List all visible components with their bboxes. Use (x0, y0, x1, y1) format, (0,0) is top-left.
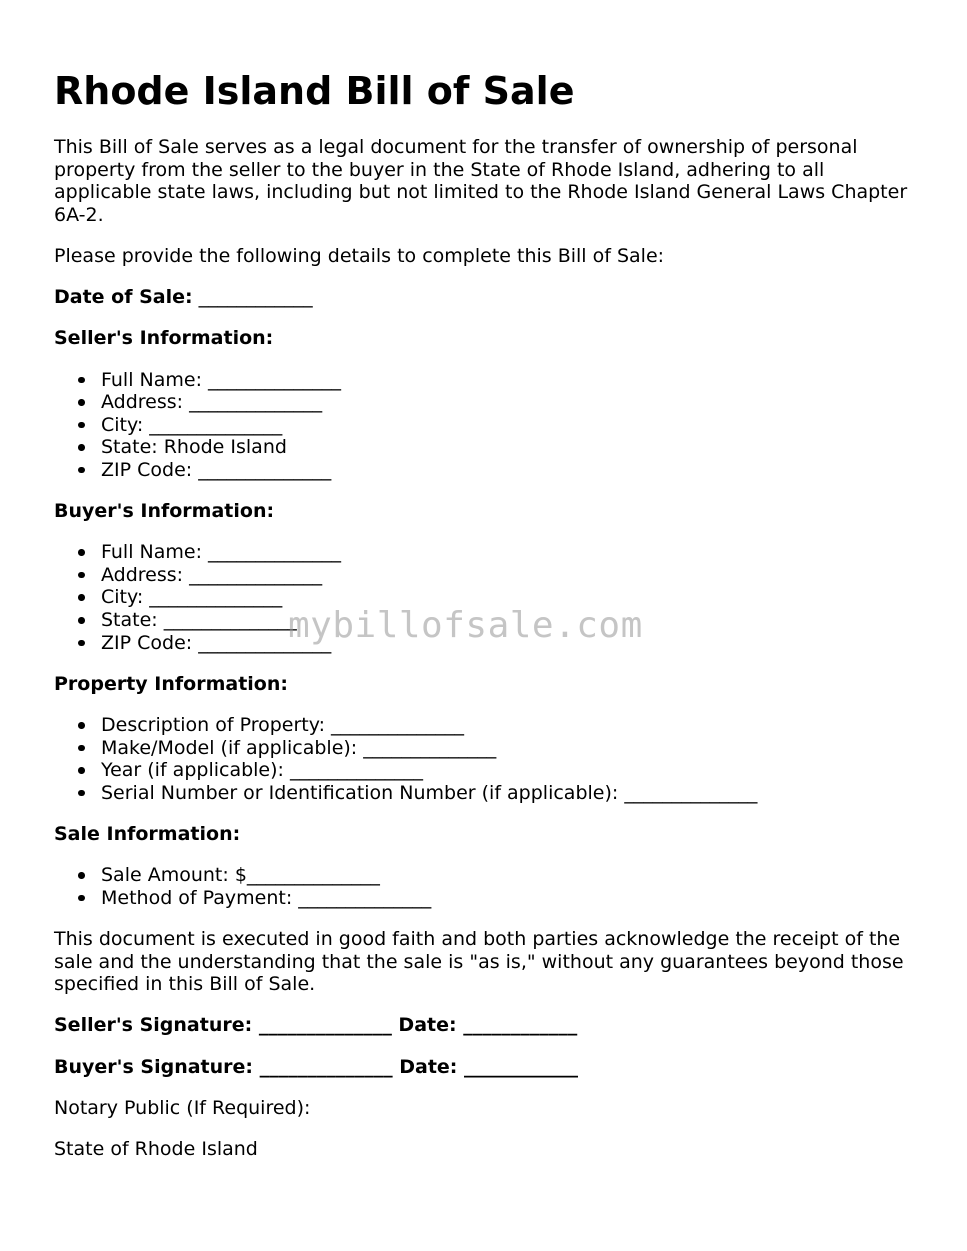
property-make-model: Make/Model (if applicable): ______________ (101, 737, 914, 760)
buyer-signature-line: Buyer's Signature: ______________ Date: ____________ (54, 1055, 579, 1078)
notary-label: Notary Public (If Required): (54, 1096, 311, 1119)
instruction-text: Please provide the following details to complete this Bill of Sale: (54, 244, 665, 267)
intro-paragraph: This Bill of Sale serves as a legal document for the transfer of ownership of personal property from the seller to the buyer in the State of Rhode Island, adhering to all applicable state laws, including but not limited to the Rhode Island General Laws Chapter 6A-2. (54, 136, 908, 226)
sale-list (54, 864, 914, 909)
acknowledgement-paragraph: This document is executed in good faith and both parties acknowledge the receipt of the sale and the understanding that the sale is "as is," without any guarantees beyond those specified in this Bill of Sale. (54, 927, 904, 996)
seller-list (54, 369, 914, 482)
date-of-sale-line (54, 286, 914, 309)
seller-city: City: ______________ (101, 414, 914, 437)
property-heading: Property Information: (54, 672, 288, 695)
page-title: Rhode Island Bill of Sale (54, 69, 575, 113)
sale-payment-method: Method of Payment: ______________ (101, 887, 914, 910)
property-list (54, 714, 914, 804)
date-of-sale-label: Date of Sale: (54, 286, 193, 309)
watermark-text: mybillofsale.com (288, 605, 643, 646)
property-year: Year (if applicable): ______________ (101, 759, 914, 782)
seller-zip: ZIP Code: ______________ (101, 459, 914, 482)
sale-heading: Sale Information: (54, 823, 241, 845)
seller-signature-line: Seller's Signature: ______________ Date: ____________ (54, 1014, 578, 1037)
buyer-full-name: Full Name: ______________ (101, 541, 914, 564)
seller-full-name: Full Name: ______________ (101, 369, 914, 392)
buyer-state: State: ______________ (101, 609, 914, 632)
buyer-zip: ZIP Code: ______________ (101, 632, 914, 655)
seller-address: Address: ______________ (101, 391, 914, 414)
buyer-city: City: ______________ (101, 586, 914, 609)
property-description: Description of Property: ______________ (101, 714, 914, 737)
date-of-sale-blank: ____________ (198, 286, 313, 309)
sale-amount: Sale Amount: $______________ (101, 864, 914, 887)
property-serial-number: Serial Number or Identification Number (if applicable): ______________ (101, 782, 914, 805)
state-line: State of Rhode Island (54, 1137, 258, 1160)
buyer-address: Address: ______________ (101, 564, 914, 587)
seller-state: State: Rhode Island (101, 436, 914, 459)
seller-heading: Seller's Information: (54, 327, 274, 350)
buyer-heading: Buyer's Information: (54, 500, 275, 523)
